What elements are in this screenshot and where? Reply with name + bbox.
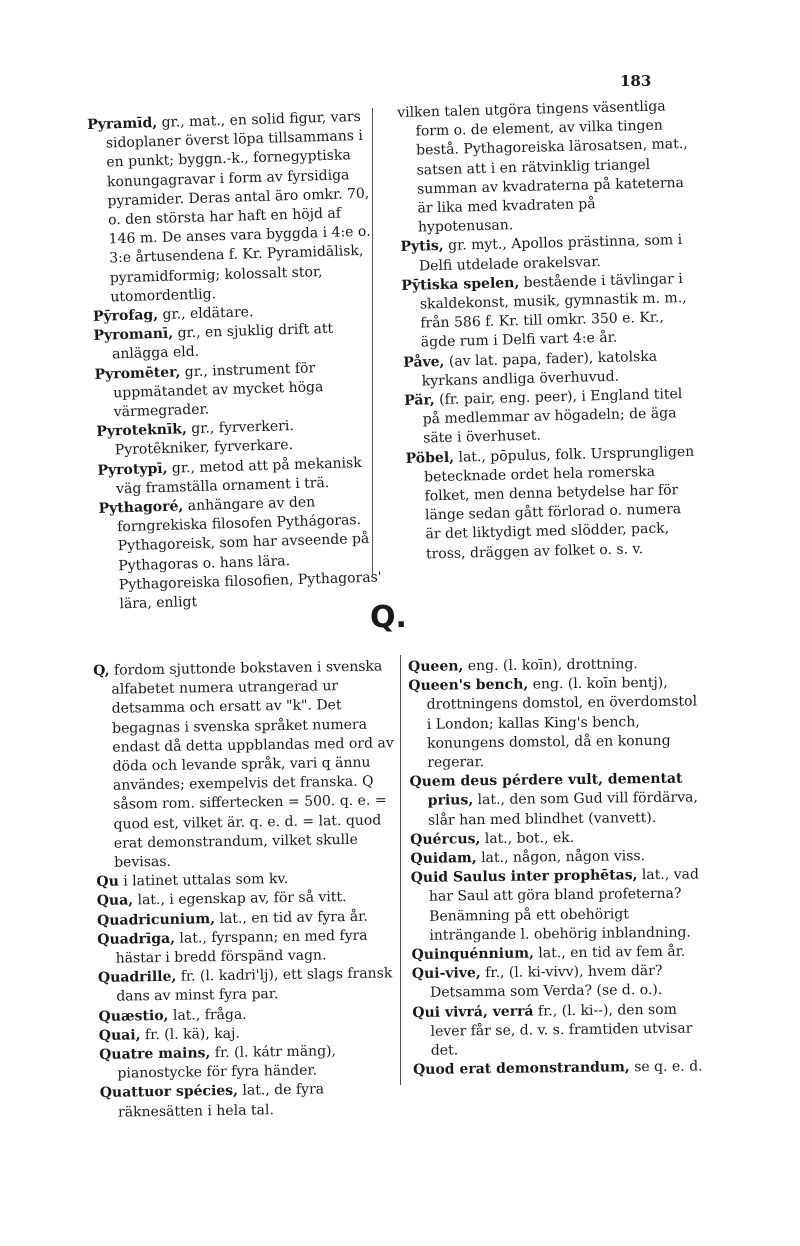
entry-headword: Quatre mains, <box>99 1045 211 1064</box>
entry-headword: Pöbel, <box>405 449 455 467</box>
top-right-column <box>397 97 698 565</box>
entry-headword: Qui vivrá, verrá <box>412 1003 534 1021</box>
dictionary-entry: Quadrīga, lat., fyrspann; en med fyra hästar i bredd förspänd vagn. <box>97 927 368 967</box>
dictionary-entry: vilken talen utgöra tingens väsentliga form o. de element, av vilka tingen bestå. Pythagoreiska lärosatsen, mat., satsen att i en rätvinklig triangel summan av kvadraterna på kateterna är lika med kvadraten på hypotenusan. <box>397 98 688 236</box>
top-left-column <box>87 108 384 615</box>
entry-headword: Pȳrofag, <box>92 307 159 325</box>
column-divider <box>372 108 373 578</box>
entry-headword: Pyramīd, <box>87 114 158 133</box>
entry-headword: Pyromēter, <box>94 363 181 383</box>
entry-headword: Påve, <box>403 353 445 371</box>
entry-headword: Quem deus pérdere vult, dementat prius, <box>409 770 683 810</box>
entry-headword: Pyrotypī, <box>97 460 168 479</box>
entry-headword: Pyromanī, <box>93 325 174 345</box>
dictionary-entry: Qu i latinet uttalas som kv. <box>96 871 289 891</box>
dictionary-entry: Pȳtiska spelen, bestående i tävlingar i skaldekonst, musik, gymnastik m. m., från 586 f. Kr. till omkr. 350 e. Kr., ägde rum i Delfi vart 4:e år. <box>401 270 687 351</box>
dictionary-entry: Pyromēter, gr., instrument för uppmätandet av mycket höga värmegrader. <box>94 359 324 421</box>
dictionary-entry: Pyramīd, gr., mat., en solid figur, vars sidoplaner överst löpa tillsammans i en punkt; byggn.-k., fornegyptiska konungagravar i form av fyrsidiga pyramider. Deras antal äro omkr. 70, o. den största har haft en höjd af 146 m. De anses vara byggda i 4:e o. 3:e årtusendena f. Kr. Pyramidālisk, pyramidformig; kolossalt stor, utomordentlig. <box>87 108 371 306</box>
section-heading: Q. <box>370 600 407 635</box>
entry-headword: Quidam, <box>410 850 477 868</box>
dictionary-entry: Quinquénnium, lat., en tid av fem år. <box>411 943 686 964</box>
entry-headword: Quod erat demonstrandum, <box>412 1059 630 1079</box>
dictionary-entry: Queen's bench, eng. (l. koīn bentj), drottningens domstol, en överdomstol i London; kallas King's bench, konungens domstol, då en konung regerar. <box>408 675 698 771</box>
entry-headword: Queen's bench, <box>408 676 529 695</box>
entry-headword: Pytis, <box>400 238 444 256</box>
dictionary-entry: Pythagoré, anhängare av den forngrekiska filosofen Pythágoras. Pythagoreisk, som har avseende på Pythagoras o. hans lära. Pythagoreiska filosofien, Pythagoras' lära, enligt <box>98 494 382 613</box>
dictionary-entry: Quatre mains, fr. (l. kátr mäng), pianostycke för fyra händer. <box>99 1043 337 1082</box>
dictionary-entry: Quai, fr. (l. kä), kaj. <box>98 1025 240 1044</box>
entry-headword: Qu <box>96 873 119 891</box>
entry-headword: Q, <box>93 662 110 679</box>
entry-headword: Quinquénnium, <box>411 945 535 964</box>
dictionary-entry: Qua, lat., i egenskap av, för så vitt. <box>96 889 347 910</box>
bottom-left-column <box>93 657 400 1123</box>
entry-headword: Quércus, <box>410 830 481 848</box>
dictionary-entry: Quid Saulus inter prophētas, lat., vad har Saul att göra bland profeterna? Benämning på ett obehörigt inträngande l. obehörig inblandning. <box>410 866 700 944</box>
dictionary-entry: Quæstio, lat., fråga. <box>98 1006 247 1025</box>
entry-headword: Qua, <box>96 892 134 910</box>
dictionary-entry: Pär, (fr. pair, eng. peer), i England titel på medlemmar av högadeln; de äga säte i överhuset. <box>404 386 683 447</box>
dictionary-entry: Q, fordom sjuttonde bokstaven i svenska alfabetet numera utrangerad ur detsamma och ersatt av "k". Det begagnas i svenska språket numera endast då detta uppblandas med ord av döda och levande språk, vari q ännu användes; exempelvis det franska. Q såsom rom. siffertecken = 500. q. e. = quod est, vilket är. q. e. d. = lat. quod erat demonstrandum, vilket skulle bevisas. <box>93 658 394 871</box>
entry-headword: Quadrille, <box>97 968 177 987</box>
dictionary-entry: Pyrotypī, gr., metod att på mekanisk väg framställa ornament i trä. <box>97 454 362 498</box>
dictionary-entry: Pyromanī, gr., en sjuklig drift att anlägga eld. <box>93 321 334 363</box>
entry-headword: Queen, <box>408 658 464 675</box>
entry-headword: Quid Saulus inter prophētas, <box>410 867 638 887</box>
dictionary-entry: Påve, (av lat. papa, fader), katolska kyrkans andliga överhuvud. <box>403 348 658 390</box>
dictionary-entry: Quércus, lat., bot., ek. <box>410 829 575 848</box>
entry-headword: Pȳtiska spelen, <box>401 274 520 294</box>
dictionary-entry: Qui-vive, fr., (l. ki-vivv), hvem där? Detsamma som Verda? (se d. o.). <box>411 963 663 1002</box>
dictionary-entry: Quadrille, fr. (l. kadri'lj), ett slags fransk dans av minst fyra par. <box>97 965 393 1006</box>
dictionary-entry: Quem deus pérdere vult, dementat prius, lat., den som Gud vill fördärva, slår han med blindhet (vanvett). <box>409 770 698 829</box>
entry-headword: Quadrīga, <box>97 930 176 948</box>
entry-headword: Pythagoré, <box>98 498 184 517</box>
page-number: 183 <box>620 72 652 90</box>
dictionary-entry: Quattuor spécies, lat., de fyra räknesätten i hela tal. <box>99 1081 325 1121</box>
entry-headword: Quattuor spécies, <box>99 1083 239 1102</box>
entry-headword: Qui-vive, <box>411 965 481 983</box>
dictionary-entry: Quadricunium, lat., en tid av fyra år. <box>96 908 368 929</box>
dictionary-entry: Pȳrofag, gr., eldätare. <box>92 304 254 325</box>
entry-headword: Quæstio, <box>98 1007 169 1025</box>
dictionary-entry: Pyroteknīk, gr., fyrverkeri. Pyrotēkniker, fyrverkare. <box>96 418 295 459</box>
dictionary-entry: Quod erat demonstrandum, se q. e. d. <box>412 1058 703 1079</box>
entry-headword: Pär, <box>404 392 435 409</box>
column-divider <box>400 655 401 1085</box>
dictionary-entry: Pytis, gr. myt., Apollos prästinna, som i Delfi utdelade orakelsvar. <box>400 232 683 275</box>
dictionary-entry: Pöbel, lat., pōpulus, folk. Ursprungligen betecknade ordet hela romerska folket, men denna betydelse har för länge sedan gått förlorad o. numera är det liktydigt med slödder, pack, tross, dräggen av folket o. s. v. <box>405 443 695 563</box>
entry-headword: Quadricunium, <box>96 910 216 929</box>
dictionary-entry: Queen, eng. (l. koīn), drottning. <box>408 656 638 675</box>
bottom-right-column <box>408 654 705 1080</box>
dictionary-entry: Quidam, lat., någon, någon viss. <box>410 848 646 868</box>
entry-headword: Quai, <box>98 1027 141 1044</box>
dictionary-entry: Qui vivrá, verrá fr., (l. ki--), den som lever får se, d. v. s. framtiden utvisar det. <box>412 1001 693 1059</box>
entry-headword: Pyroteknīk, <box>96 421 188 441</box>
